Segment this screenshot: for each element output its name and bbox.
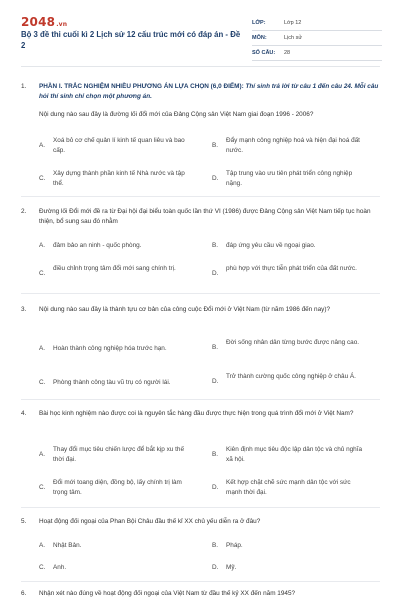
question-number: 6. xyxy=(21,590,27,597)
option-b[interactable] xyxy=(212,541,366,551)
question-5 xyxy=(21,517,381,527)
meta-row-class xyxy=(252,16,382,31)
option-a[interactable] xyxy=(39,241,193,251)
part-instructions: Thí sinh trả lời từ câu 1 đến câu 24. Mỗi câu hỏi thí sinh chỉ chọn một phương án. xyxy=(39,83,379,100)
part-heading xyxy=(21,82,381,102)
option-letter: C. xyxy=(39,484,46,491)
meta-key: MÔN: xyxy=(252,35,267,41)
question-number: 3. xyxy=(21,306,27,313)
option-letter: A. xyxy=(39,142,46,149)
option-text: Trở thành cường quốc công nghiệp ở châu Á. xyxy=(226,373,356,380)
question-3 xyxy=(21,305,381,315)
meta-value: Lớp 12 xyxy=(284,20,302,26)
question-text: Nội dung nào sau đây là đường lối đổi mới của Đảng Cộng sản Việt Nam giai đoạn 1996 - 2006? xyxy=(39,111,314,118)
option-c[interactable] xyxy=(39,378,203,388)
option-c[interactable] xyxy=(39,169,193,189)
option-text: Xoá bỏ cơ chế quản lí kinh tế quan liêu và bao cấp. xyxy=(53,137,185,154)
option-b[interactable] xyxy=(212,445,366,465)
option-c[interactable] xyxy=(39,478,193,498)
option-letter: B. xyxy=(212,242,219,249)
option-d[interactable] xyxy=(212,478,366,498)
meta-table xyxy=(252,16,382,61)
question-text: Hoạt động đối ngoại của Phan Bội Châu đầu thế kỉ XX chủ yếu diễn ra ở đâu? xyxy=(39,518,261,525)
option-a[interactable] xyxy=(39,136,193,156)
option-text: Hoàn thành công nghiệp hóa trước hạn. xyxy=(53,345,167,352)
question-number: 4. xyxy=(21,410,27,417)
option-text: Tập trung vào ưu tiên phát triển công nghiệp nặng. xyxy=(226,170,353,187)
option-d[interactable] xyxy=(212,169,366,189)
option-text: Xây dựng thành phần kinh tế Nhà nước và tập thể. xyxy=(53,170,185,187)
option-letter: B. xyxy=(212,451,219,458)
option-letter: B. xyxy=(212,344,219,351)
option-b[interactable] xyxy=(212,136,366,156)
option-text: Pháp. xyxy=(226,542,243,549)
option-text: đáp ứng yêu cầu về ngoại giao. xyxy=(226,242,316,249)
header-divider xyxy=(21,66,380,67)
site-logo[interactable] xyxy=(21,15,67,29)
meta-key: SỐ CÂU: xyxy=(252,50,276,56)
option-letter: C. xyxy=(39,270,46,277)
logo-suffix: .vn xyxy=(56,21,68,28)
option-b[interactable] xyxy=(212,241,366,251)
option-letter: A. xyxy=(39,242,46,249)
option-text: Đổi mới toang diện, đồng bộ, lấy chính trị làm trọng tâm. xyxy=(53,479,182,496)
question-number: 1. xyxy=(21,83,27,90)
option-d[interactable] xyxy=(212,372,366,385)
option-text: Phòng thành công tàu vũ trụ có người lái. xyxy=(53,379,171,386)
option-text: Nhật Bản. xyxy=(53,542,82,549)
option-d[interactable] xyxy=(212,563,366,573)
logo-text: 2048 xyxy=(21,15,56,29)
meta-row-count xyxy=(252,46,382,61)
option-letter: C. xyxy=(39,175,46,182)
question-divider xyxy=(21,293,380,294)
option-letter: C. xyxy=(39,564,46,571)
option-letter: A. xyxy=(39,542,46,549)
document-title: Bộ 3 đề thi cuối kì 2 Lịch sử 12 cấu trúc mới có đáp án - Đề 2 xyxy=(21,30,241,50)
option-letter: D. xyxy=(212,564,219,571)
option-d[interactable] xyxy=(212,264,366,277)
option-letter: B. xyxy=(212,142,219,149)
option-text: Anh. xyxy=(53,564,67,571)
option-text: Mỹ. xyxy=(226,564,237,571)
option-text: đảm bảo an ninh - quốc phòng. xyxy=(53,242,142,249)
question-4 xyxy=(21,409,381,419)
question-divider xyxy=(21,581,380,582)
option-letter: D. xyxy=(212,270,219,277)
option-letter: A. xyxy=(39,451,46,458)
question-text: Nội dung nào sau đây là thành tựu cơ bản của công cuộc Đổi mới ở Việt Nam (từ năm 1986 đến nay)? xyxy=(39,306,331,313)
option-a[interactable] xyxy=(39,445,193,465)
question-2 xyxy=(21,207,381,227)
question-number: 2. xyxy=(21,208,27,215)
option-text: Đời sống nhân dân từng bước được nâng cao. xyxy=(226,339,360,346)
part-title: PHẦN I. TRẮC NGHIỆM NHIỀU PHƯƠNG ÁN LỰA CHỌN (6,0 ĐIỂM): xyxy=(39,83,244,90)
option-text: phù hợp với thực tiễn phát triển của đất nước. xyxy=(226,265,357,272)
question-divider xyxy=(21,399,380,400)
question-number: 5. xyxy=(21,518,27,525)
option-letter: A. xyxy=(39,345,46,352)
question-text: Đường lối Đổi mới đề ra từ Đại hội đại biểu toàn quốc lần thứ VI (1986) được Đảng Cộng sản Việt Nam tiếp tục hoàn thiện, bổ sung sau đó nhằm xyxy=(39,208,371,225)
question-divider xyxy=(21,507,380,508)
question-divider xyxy=(21,196,380,197)
option-letter: C. xyxy=(39,379,46,386)
option-c[interactable] xyxy=(39,264,193,277)
option-letter: D. xyxy=(212,378,219,385)
option-c[interactable] xyxy=(39,563,193,573)
option-b[interactable] xyxy=(212,338,366,351)
option-letter: B. xyxy=(212,542,219,549)
option-a[interactable] xyxy=(39,344,193,354)
meta-row-subject xyxy=(252,31,382,46)
option-text: Đẩy mạnh công nghiệp hoá và hiện đại hoá đất nước. xyxy=(226,137,360,154)
option-text: Thay đổi mục tiêu chiến lược để bắt kịp xu thế thời đại. xyxy=(53,446,185,463)
option-a[interactable] xyxy=(39,541,193,551)
option-letter: D. xyxy=(212,484,219,491)
meta-value: 28 xyxy=(284,50,291,56)
option-text: điều chỉnh trọng tâm đổi mới sang chính trị. xyxy=(53,265,176,272)
question-text: Nhận xét nào đúng về hoạt động đối ngoại của Việt Nam từ đầu thế kỷ XX đến năm 1945? xyxy=(39,590,296,597)
option-text: Kết hợp chặt chẽ sức mạnh dân tộc với sức mạnh thời đại. xyxy=(226,479,351,496)
option-text: Kiên định mục tiêu độc lập dân tộc và chủ nghĩa xã hội. xyxy=(226,446,363,463)
question-text: Bài học kinh nghiệm nào được coi là nguyên tắc hàng đầu được thực hiện trong quá trình đổi mới ở Việt Nam? xyxy=(39,410,354,417)
meta-key: LỚP: xyxy=(252,20,266,26)
option-letter: D. xyxy=(212,175,219,182)
question-1 xyxy=(21,110,381,120)
question-6 xyxy=(21,589,381,599)
meta-value: Lịch sử xyxy=(284,35,303,41)
